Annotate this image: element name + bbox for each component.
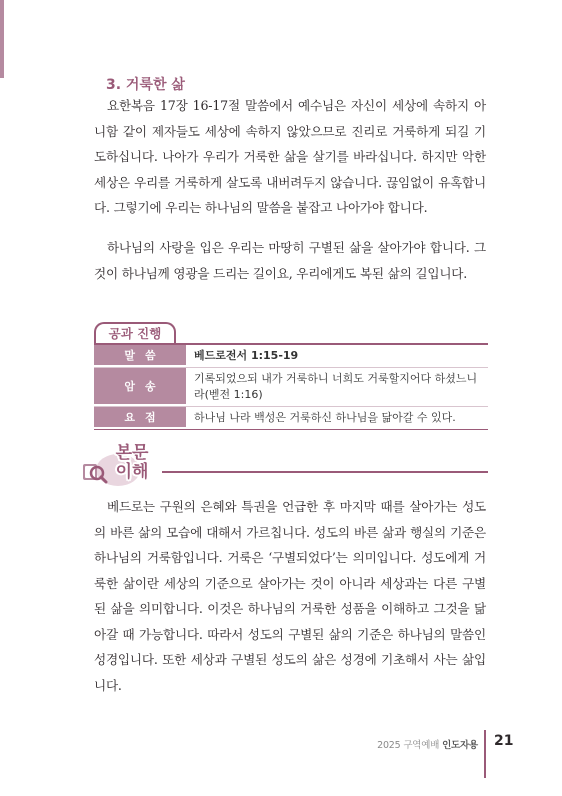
lesson-key: 암송 [94,368,186,406]
footer-title [377,737,478,751]
page-edge-bar [0,0,4,78]
footer-edition: 인도자용 [442,740,478,751]
page-number: 21 [494,733,514,749]
lesson-value: 기록되었으되 내가 거룩하니 너희도 거룩할지어다 하셨느니라(벧전 1:16) [194,372,478,401]
understanding-label [102,444,162,482]
lesson-value: 하나님 나라 백성은 거룩하신 하나님을 닮아갈 수 있다. [194,411,456,424]
understanding-body: 베드로는 구원의 은혜와 특권을 언급한 후 마지막 때를 살아가는 성도의 바른 삶의 모습에 대해서 가르칩니다. 성도의 바른 삶과 행실의 기준은 하나님의 거룩함입니다. 거룩은 ‘구별되었다’는 의미입니다. 성도에게 거룩한 삶이란 세상의 기준으로 살아가는 것이 아니라 세상과는 다른 구별된 삶을 의미합니다. 이것은 하나님의 거룩한 성품을 이해하고 그것을 닮아갈 때 가능합니다. 따라서 성도의 구별된 삶의 기준은 하나님의 말씀인 성경입니다. 또한 세상과 구별된 성도의 삶은 성경에 기초해서 사는 삶입니다. [94,499,486,693]
lesson-value: 베드로전서 1:15-19 [194,349,299,362]
understanding-label-line1: 본문 [115,443,149,463]
body-paragraph-1: 요한복음 17장 16-17절 말씀에서 예수님은 자신이 세상에 속하지 아니함 같이 제자들도 세상에 속하지 않았으므로 진리로 거룩하게 되길 기도하십니다. 나아가 우리가 거룩한 삶을 살기를 바라십니다. 하지만 악한 세상은 우리를 거룩하게 살도록 내버려두지 않습니다. 끊임없이 유혹합니다. 그렇기에 우리는 하나님의 말씀을 붙잡고 나아가야 합니다. [94,98,486,215]
lesson-row-point [94,407,488,429]
lesson-table [94,343,488,430]
lesson-tab: 공과 진행 [94,322,176,344]
understanding-label-line2: 이해 [115,462,149,482]
lesson-key: 요점 [94,407,186,429]
footer-divider [484,730,486,778]
lesson-row-memory [94,368,488,407]
section-title: 3. 거룩한 삶 [106,77,185,93]
footer-year: 2025 [377,740,401,751]
footer-book: 구역예배 [403,740,440,751]
understanding-rule [162,471,488,473]
lesson-row-scripture [94,345,488,368]
understanding-header [80,444,490,494]
body-paragraph-2: 하나님의 사랑을 입은 우리는 마땅히 구별된 삶을 살아가야 합니다. 그것이 하나님께 영광을 드리는 길이요, 우리에게도 복된 삶의 길입니다. [94,240,486,281]
lesson-key: 말씀 [94,345,186,367]
